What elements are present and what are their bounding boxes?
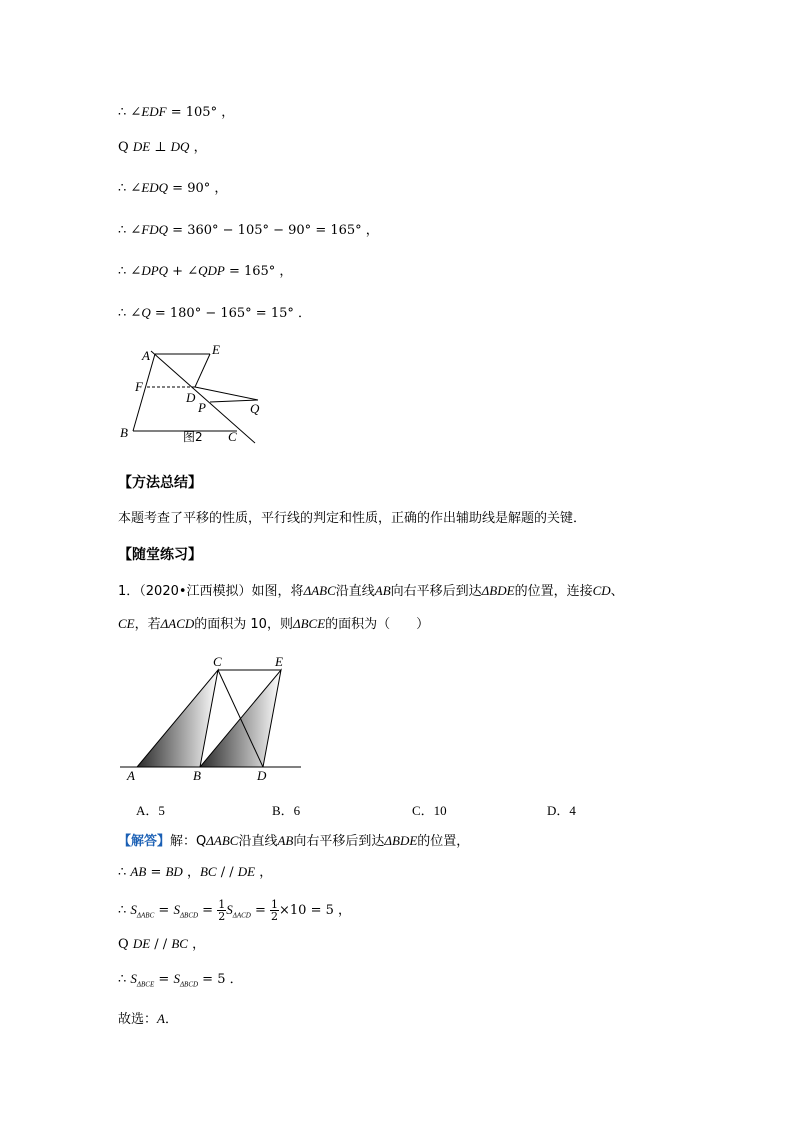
fig1-label-a: A: [127, 768, 135, 783]
step-q: ∴ ∠Q = 180° − 165° = 15° ．: [118, 305, 311, 321]
fraction-half-1: $\frac{1}{2}$: [218, 898, 226, 923]
option-b: B．6: [272, 803, 301, 818]
figure-1: [115, 650, 310, 785]
fig2-label-f: F: [135, 379, 143, 394]
fig2-label-d: D: [186, 390, 196, 405]
fig2-label-a: A: [142, 348, 150, 363]
answer-choice: 故选：A．: [118, 1011, 178, 1027]
answer-line-1: 【解答】解：QΔABC沿直线AB向右平移后到达ΔBDE的位置，: [118, 833, 470, 849]
fig1-label-e: E: [275, 654, 283, 669]
fig2-label-q: Q: [250, 401, 260, 416]
fig2-label-p: P: [198, 400, 206, 415]
answer-line-5: ∴ $S_{\Delta BCE} = S_{\Delta BCD} = 5$ ．: [118, 971, 243, 989]
line-ac-extended: [151, 351, 255, 443]
fig2-label-b: B: [120, 425, 128, 440]
option-c: C．10: [412, 803, 447, 818]
option-a: A．5: [136, 803, 165, 818]
step-edq: ∴ ∠EDQ = 90° ，: [118, 180, 228, 196]
method-heading: 【方法总结】: [118, 475, 202, 491]
option-d: D．4: [547, 803, 576, 818]
step-edf: ∴ ∠EDF = 105° ，: [118, 104, 235, 120]
fig1-label-b: B: [193, 768, 201, 783]
step-fdq: ∴ ∠FDQ = 360° − 105° − 90° = 165° ，: [118, 222, 379, 238]
answer-label: 【解答】: [118, 834, 171, 849]
step-de-perp-dq: Q DE ⊥ DQ ，: [118, 139, 207, 155]
line-ed: [195, 354, 210, 387]
fig1-label-c: C: [213, 654, 222, 669]
practice-heading: 【随堂练习】: [118, 547, 202, 563]
question-1: 1．（2020•江西模拟）如图，将ΔABC沿直线AB向右平移后到达ΔBDE的位置，连接CD、 CE，若ΔACD的面积为 10，则ΔBCE的面积为（ ）: [118, 583, 624, 632]
fig2-label-c: C: [228, 429, 237, 444]
fig1-label-d: D: [257, 768, 267, 783]
answer-line-4: Q DE / / BC ，: [118, 936, 206, 952]
method-text: 本题考查了平移的性质，平行线的判定和性质，正确的作出辅助线是解题的关键．: [118, 511, 587, 526]
fig2-caption: 图2: [183, 430, 203, 444]
figure-2: [115, 340, 265, 450]
answer-line-3: ∴ $S_{\Delta ABC} = S_{\Delta BCD}$ = $\frac{1}{2}$ $S_{\Delta ACD}$ = $\frac{1}{2}$ ×10 = 5 ，: [118, 898, 351, 923]
triangle-abc: [137, 670, 218, 767]
fraction-half-2: $\frac{1}{2}$: [271, 898, 278, 923]
fig2-label-e: E: [212, 342, 220, 357]
step-dpq-qdp: ∴ ∠DPQ + ∠QDP = 165° ，: [118, 263, 293, 279]
answer-line-2: ∴ AB = BD ，BC / / DE ，: [118, 864, 273, 880]
